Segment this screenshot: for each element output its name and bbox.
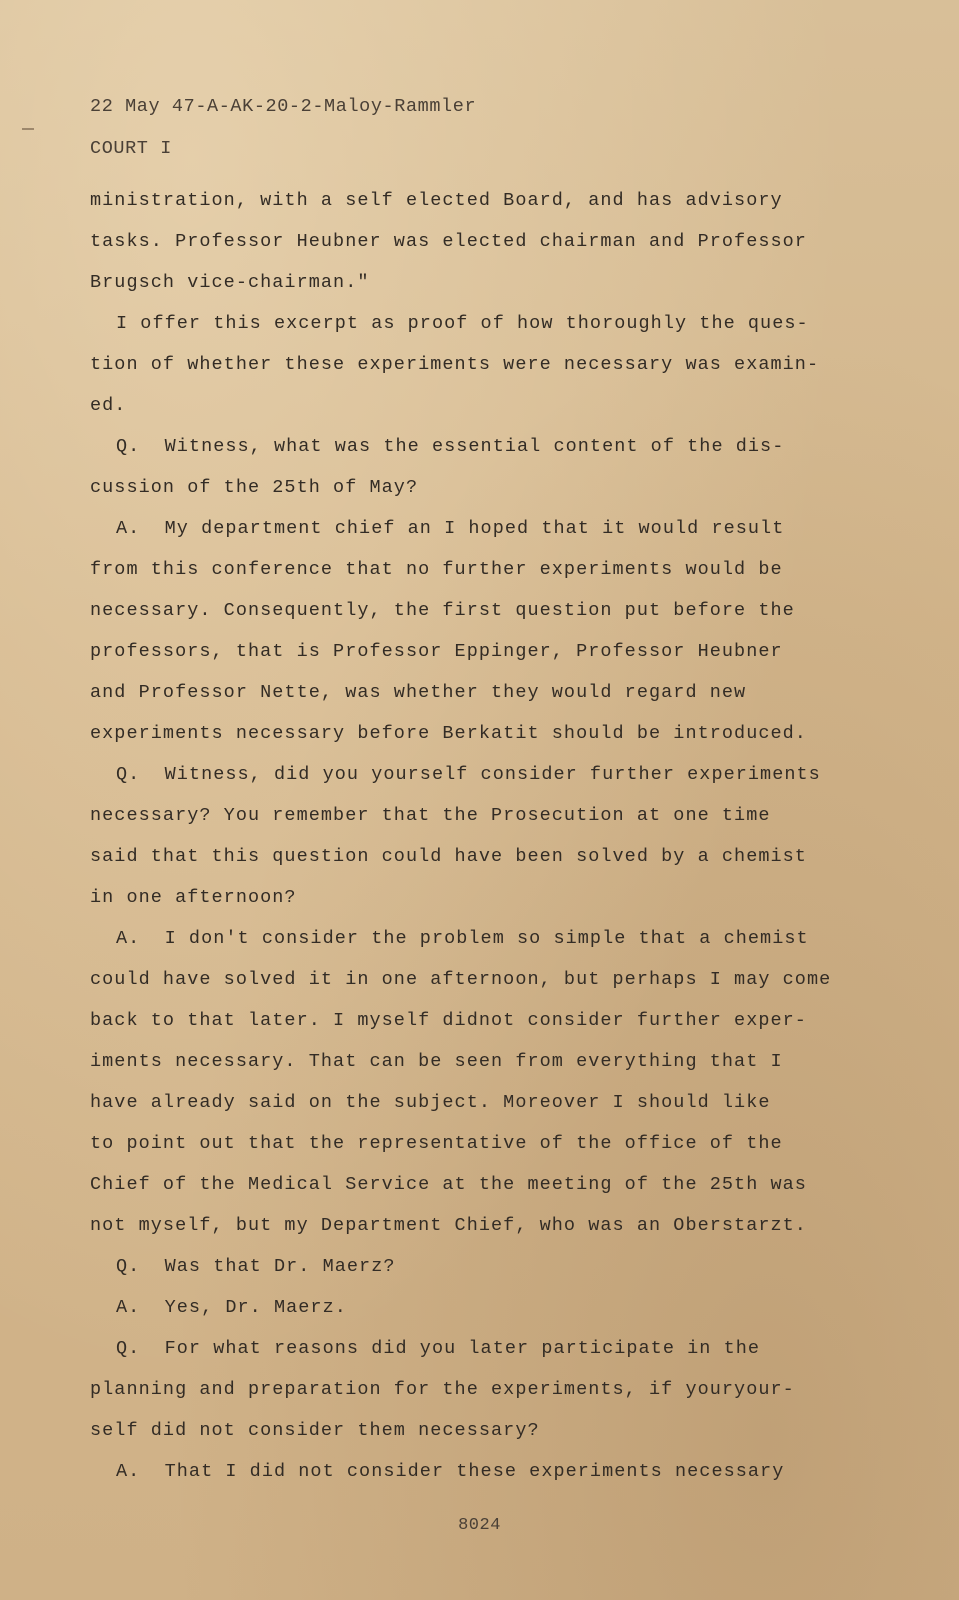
document-header [90, 86, 476, 170]
text-line: Brugsch vice-chairman." [90, 272, 370, 293]
text-line: ed. [90, 395, 127, 416]
header-court-line: COURT I [90, 138, 172, 159]
text-line: cussion of the 25th of May? [90, 477, 419, 498]
answer-line: A. I don't consider the problem so simple that a chemist [116, 928, 809, 949]
answer-line: A. Yes, Dr. Maerz. [116, 1297, 347, 1318]
text-line: Chief of the Medical Service at the meeting of the 25th was [90, 1174, 807, 1195]
text-line: professors, that is Professor Eppinger, Professor Heubner [90, 641, 783, 662]
text-line: not myself, but my Department Chief, who was an Oberstarzt. [90, 1215, 807, 1236]
answer-line: A. That I did not consider these experiments necessary [116, 1461, 785, 1482]
header-reference-line: 22 May 47-A-AK-20-2-Maloy-Rammler [90, 96, 477, 117]
text-line: necessary? You remember that the Prosecution at one time [90, 805, 771, 826]
text-line: have already said on the subject. Moreover I should like [90, 1092, 771, 1113]
question-line: Q. Was that Dr. Maerz? [116, 1256, 396, 1277]
text-line: I offer this excerpt as proof of how thoroughly the ques- [116, 313, 809, 334]
question-line: Q. For what reasons did you later participate in the [116, 1338, 761, 1359]
text-line: back to that later. I myself didnot consider further exper- [90, 1010, 807, 1031]
answer-line: A. My department chief an I hoped that it would result [116, 518, 785, 539]
page-number: 8024 [458, 1516, 501, 1535]
text-line: planning and preparation for the experiments, if youryour- [90, 1379, 795, 1400]
text-line: ministration, with a self elected Board, and has advisory [90, 190, 783, 211]
text-line: said that this question could have been solved by a chemist [90, 846, 807, 867]
text-line: experiments necessary before Berkatit should be introduced. [90, 723, 807, 744]
text-line: necessary. Consequently, the first question put before the [90, 600, 795, 621]
question-line: Q. Witness, did you yourself consider further experiments [116, 764, 821, 785]
text-line: tasks. Professor Heubner was elected chairman and Professor [90, 231, 807, 252]
text-line: could have solved it in one afternoon, but perhaps I may come [90, 969, 832, 990]
text-line: to point out that the representative of the office of the [90, 1133, 783, 1154]
text-line: in one afternoon? [90, 887, 297, 908]
text-line: from this conference that no further experiments would be [90, 559, 783, 580]
text-line: iments necessary. That can be seen from everything that I [90, 1051, 783, 1072]
question-line: Q. Witness, what was the essential content of the dis- [116, 436, 785, 457]
text-line: and Professor Nette, was whether they would regard new [90, 682, 747, 703]
transcript-body [90, 180, 870, 1492]
text-line: self did not consider them necessary? [90, 1420, 540, 1441]
text-line: tion of whether these experiments were necessary was examin- [90, 354, 820, 375]
